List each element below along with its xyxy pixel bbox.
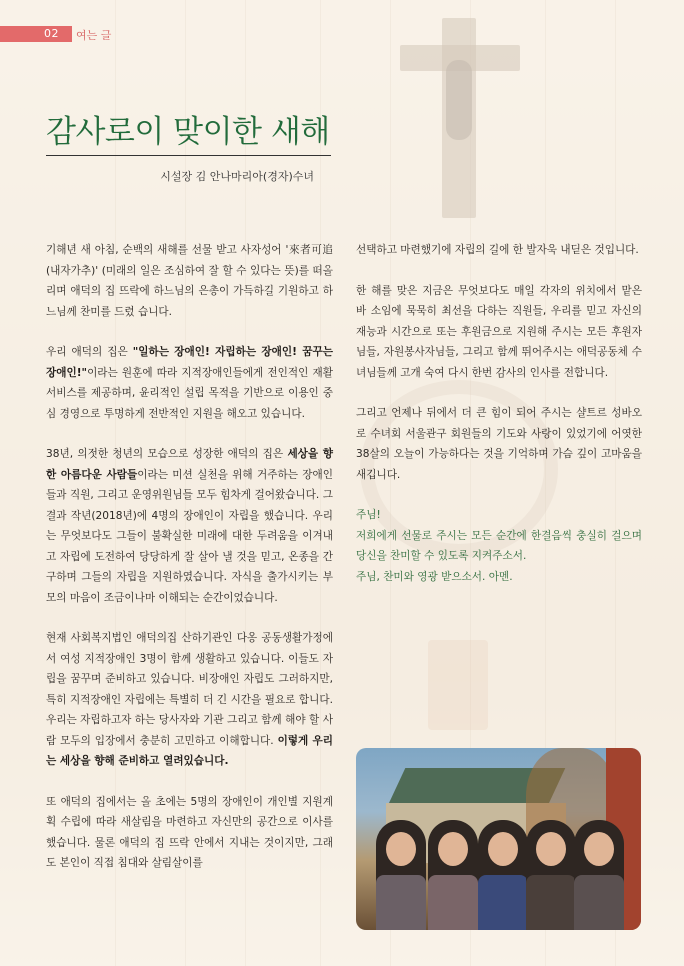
paragraph-text: 그리고 언제나 뒤에서 더 큰 힘이 되어 주시는 샬트르 성바오로 수녀회 서울관구 회원들의 기도와 사랑이 있었기에 어엿한 38살의 오늘이 가능하다는 것을 기억하며 가슴 깊이 고마움을 새깁니다. (356, 407, 642, 481)
paragraph-text: 이라는 원훈에 따라 지적장애인들에게 전인적인 재활서비스를 제공하며, 윤리적인 설립 목적을 기반으로 이용인 중심 경영으로 투명하게 전반적인 지원을 해오고 있습니다. (46, 366, 333, 420)
emphasis-text: "일하는 장애인! 자립하는 장애인! 꿈꾸는 장애인!" (46, 346, 333, 379)
body-paragraph (356, 403, 642, 485)
photo-person (478, 820, 528, 930)
paragraph-text: 선택하고 마련했기에 자립의 길에 한 발자욱 내딛은 것입니다. (356, 244, 639, 256)
section-label: 여는 글 (76, 29, 112, 42)
body-paragraph (46, 628, 333, 772)
paragraph-text: 한 해를 맞은 지금은 무엇보다도 매일 각자의 위치에서 맡은 바 소임에 묵묵히 최선을 다하는 직원들, 우리를 믿고 자신의 재능과 시간으로 또는 후원금으로 지원해 주시는 모든 후원자님들, 자원봉사자님들, 그리고 함께 뛰어주시는 애덕공동체 수녀님들께 고개 숙여 다시 한번 감사의 인사를 전합니다. (356, 284, 642, 379)
sisters-photo (356, 748, 641, 930)
page-number: 02 (44, 27, 59, 40)
paragraph-text: 우리 애덕의 집은 (46, 346, 133, 358)
body-paragraph (356, 281, 642, 384)
author-byline: 시설장 김 안나마리아(경자)수녀 (160, 170, 314, 183)
right-column (356, 240, 642, 587)
title-divider (46, 155, 331, 156)
paragraph-text: 이라는 미션 실천을 위해 거주하는 장애인들과 직원, 그리고 운영위원님들 모두 힘차게 걸어왔습니다. 그 결과 작년(2018년)에 4명의 장애인이 자립을 했습니다. 우리는 무엇보다도 그들이 불확실한 미래에 대한 두려움을 이겨내고 자립에 도전하여 당당하게 잘 살아 낼 것을 믿고, 온종을 간구하며 그들의 자립을 지원하였습니다. 자식을 출가시키는 부모의 마음이 조금이나마 이해되는 순간이었습니다. (46, 468, 333, 604)
prayer-block (356, 505, 642, 587)
prayer-line: 주님, 찬미와 영광 받으소서. 아멘. (356, 570, 513, 583)
paragraph-text: 38년, 의젓한 청년의 모습으로 성장한 애덕의 집은 (46, 448, 288, 460)
body-paragraph (46, 240, 333, 322)
prayer-line: 저희에게 선물로 주시는 모든 순간에 한결음씩 충실히 걸으며 당신을 찬미할 수 있도록 지켜주소서. (356, 529, 642, 562)
emphasis-text: 세상을 향한 아름다운 사람들 (46, 448, 333, 481)
paragraph-text: 또 애덕의 집에서는 올 초에는 5명의 장애인이 개인별 지원계획 수립에 따라 새살림을 마련하고 자신만의 공간으로 이사를 했습니다. 물론 애덕의 집 뜨락 안에서 지내는 것이지만, 그래도 본인이 직접 침대와 살림살이를 (46, 795, 333, 869)
photo-person (574, 820, 624, 930)
body-paragraph (46, 342, 333, 424)
section-tag (0, 26, 72, 42)
photo-person (526, 820, 576, 930)
photo-person (376, 820, 426, 930)
paragraph-text: 기해년 새 아침, 순백의 새해를 선물 받고 사자성어 '來者可追(내자가추)' (미래의 일은 조심하여 잘 할 수 있다는 뜻)를 떠올리며 애덕의 집 뜨락에 하느님의 은총이 가득하길 기원하고 하느님께 찬미를 드렸 습니다. (46, 244, 333, 318)
body-paragraph (46, 444, 333, 608)
left-column (46, 240, 333, 894)
body-paragraph (356, 240, 642, 261)
paragraph-text: 현재 사회복지법인 애덕의집 산하기관인 다옹 공동생활가정에서 여성 지적장애인 3명이 함께 생활하고 있습니다. 이들도 자립을 꿈꾸며 준비하고 있습니다. 비장애인 자립도 그러하지만, 특히 지적장애인 자립에는 특별히 더 긴 시간을 필요로 합니다. 우리는 자립하고자 하는 당사자와 기관 그리고 함께 해야 할 사람 모두의 입장에서 충분히 고민하고 이해합니다. (46, 632, 333, 747)
page-title: 감사로이 맞이한 새해 (46, 114, 330, 150)
photo-person (428, 820, 478, 930)
body-paragraph (46, 792, 333, 874)
prayer-heading: 주님! (356, 509, 381, 521)
emphasis-text: 이렇게 우리는 세상을 향해 준비하고 열려있습니다. (46, 734, 333, 767)
